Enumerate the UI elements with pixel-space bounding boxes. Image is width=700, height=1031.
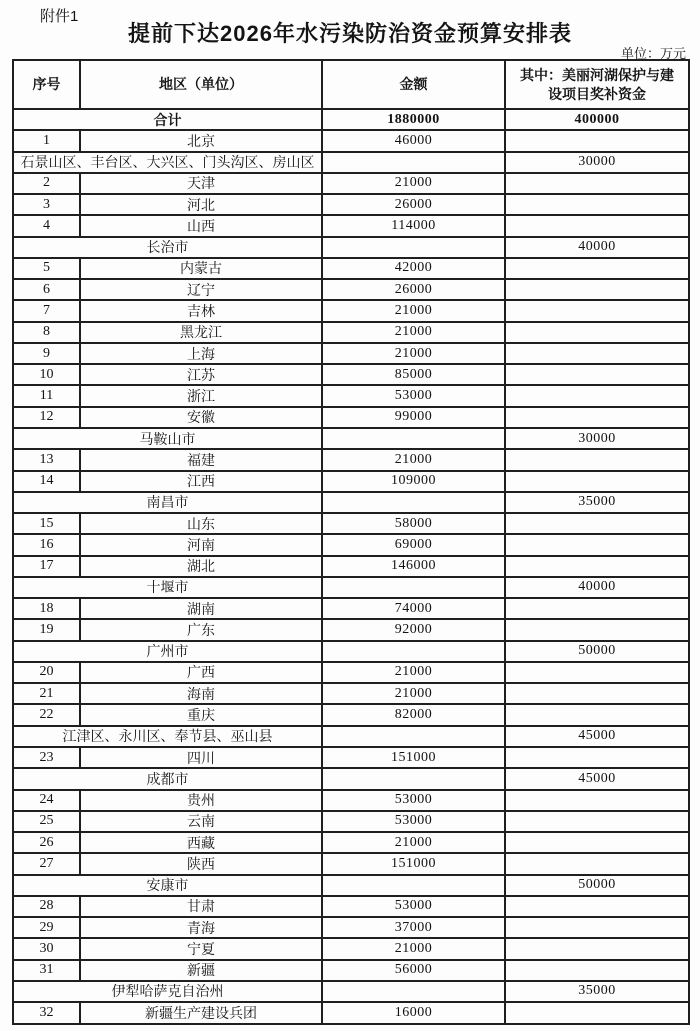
region-cell: 长治市 [13, 237, 322, 258]
region-cell: 湖北 [80, 556, 322, 577]
province-row [13, 194, 689, 215]
amount-cell: 26000 [322, 279, 505, 300]
amount-cell [322, 726, 505, 747]
amount-cell: 21000 [322, 662, 505, 683]
amount-cell: 82000 [322, 704, 505, 725]
region-cell: 福建 [80, 449, 322, 470]
province-row [13, 258, 689, 279]
amount-cell [322, 641, 505, 662]
special-cell: 40000 [505, 577, 689, 598]
province-row [13, 385, 689, 406]
serial-cell: 17 [13, 556, 80, 577]
serial-cell: 27 [13, 853, 80, 874]
amount-cell: 151000 [322, 747, 505, 768]
region-cell: 河南 [80, 534, 322, 555]
special-cell [505, 173, 689, 194]
province-row [13, 215, 689, 236]
region-cell: 广西 [80, 662, 322, 683]
special-cell [505, 853, 689, 874]
province-row [13, 853, 689, 874]
region-cell: 甘肃 [80, 896, 322, 917]
special-cell [505, 938, 689, 959]
province-row [13, 811, 689, 832]
region-cell: 天津 [80, 173, 322, 194]
special-cell [505, 534, 689, 555]
sub-region-row [13, 428, 689, 449]
province-row [13, 279, 689, 300]
province-row [13, 662, 689, 683]
amount-cell: 53000 [322, 896, 505, 917]
total-row [13, 109, 689, 130]
region-cell: 浙江 [80, 385, 322, 406]
col-header-serial: 序号 [13, 60, 80, 109]
region-cell: 贵州 [80, 790, 322, 811]
province-row [13, 322, 689, 343]
amount-cell: 109000 [322, 471, 505, 492]
serial-cell: 28 [13, 896, 80, 917]
amount-cell: 53000 [322, 790, 505, 811]
serial-cell: 21 [13, 683, 80, 704]
region-cell: 青海 [80, 917, 322, 938]
serial-cell: 16 [13, 534, 80, 555]
col-header-amount: 金额 [322, 60, 505, 109]
special-cell [505, 619, 689, 640]
table-body [13, 109, 689, 1024]
special-cell [505, 343, 689, 364]
region-cell: 成都市 [13, 768, 322, 789]
amount-cell [322, 152, 505, 173]
special-cell [505, 385, 689, 406]
province-row [13, 364, 689, 385]
special-cell: 45000 [505, 768, 689, 789]
serial-cell: 10 [13, 364, 80, 385]
amount-cell: 114000 [322, 215, 505, 236]
serial-cell: 7 [13, 300, 80, 321]
province-row [13, 896, 689, 917]
region-cell: 伊犁哈萨克自治州 [13, 981, 322, 1002]
serial-cell: 32 [13, 1002, 80, 1024]
province-row [13, 917, 689, 938]
region-cell: 南昌市 [13, 492, 322, 513]
region-cell: 海南 [80, 683, 322, 704]
special-cell [505, 300, 689, 321]
special-cell: 35000 [505, 981, 689, 1002]
amount-cell [322, 492, 505, 513]
region-cell: 山东 [80, 513, 322, 534]
amount-cell: 69000 [322, 534, 505, 555]
special-cell [505, 322, 689, 343]
special-cell: 50000 [505, 875, 689, 896]
special-cell [505, 279, 689, 300]
region-cell: 湖南 [80, 598, 322, 619]
region-cell: 江西 [80, 471, 322, 492]
serial-cell: 31 [13, 960, 80, 981]
special-cell: 35000 [505, 492, 689, 513]
special-cell [505, 896, 689, 917]
province-row [13, 598, 689, 619]
region-cell: 西藏 [80, 832, 322, 853]
region-cell: 宁夏 [80, 938, 322, 959]
region-cell: 安康市 [13, 875, 322, 896]
total-label-cell: 合计 [13, 109, 322, 130]
amount-cell: 21000 [322, 322, 505, 343]
sub-region-row [13, 577, 689, 598]
serial-cell: 26 [13, 832, 80, 853]
province-row [13, 938, 689, 959]
special-cell [505, 747, 689, 768]
serial-cell: 22 [13, 704, 80, 725]
amount-cell: 151000 [322, 853, 505, 874]
region-cell: 吉林 [80, 300, 322, 321]
total-special-cell: 400000 [505, 109, 689, 130]
header-row [13, 60, 689, 109]
region-cell: 江苏 [80, 364, 322, 385]
province-row [13, 1002, 689, 1024]
special-cell [505, 790, 689, 811]
special-cell: 50000 [505, 641, 689, 662]
amount-cell [322, 875, 505, 896]
province-row [13, 343, 689, 364]
special-cell [505, 513, 689, 534]
amount-cell [322, 428, 505, 449]
region-cell: 四川 [80, 747, 322, 768]
special-cell: 30000 [505, 428, 689, 449]
region-cell: 江津区、永川区、奉节县、巫山县 [13, 726, 322, 747]
sub-region-row [13, 875, 689, 896]
province-row [13, 747, 689, 768]
amount-cell: 99000 [322, 407, 505, 428]
sub-region-row [13, 152, 689, 173]
amount-cell [322, 981, 505, 1002]
region-cell: 陕西 [80, 853, 322, 874]
region-cell: 马鞍山市 [13, 428, 322, 449]
region-cell: 北京 [80, 130, 322, 151]
special-cell [505, 832, 689, 853]
special-cell [505, 194, 689, 215]
special-cell [505, 364, 689, 385]
amount-cell: 26000 [322, 194, 505, 215]
serial-cell: 5 [13, 258, 80, 279]
serial-cell: 30 [13, 938, 80, 959]
special-cell [505, 704, 689, 725]
region-cell: 黑龙江 [80, 322, 322, 343]
serial-cell: 11 [13, 385, 80, 406]
amount-cell: 58000 [322, 513, 505, 534]
special-cell [505, 662, 689, 683]
province-row [13, 556, 689, 577]
region-cell: 广东 [80, 619, 322, 640]
region-cell: 新疆 [80, 960, 322, 981]
amount-cell: 21000 [322, 938, 505, 959]
serial-cell: 24 [13, 790, 80, 811]
amount-cell: 42000 [322, 258, 505, 279]
serial-cell: 1 [13, 130, 80, 151]
special-cell: 45000 [505, 726, 689, 747]
special-cell [505, 917, 689, 938]
sub-region-row [13, 768, 689, 789]
amount-cell: 74000 [322, 598, 505, 619]
region-cell: 石景山区、丰台区、大兴区、门头沟区、房山区 [13, 152, 322, 173]
special-cell [505, 683, 689, 704]
serial-cell: 13 [13, 449, 80, 470]
sub-region-row [13, 641, 689, 662]
province-row [13, 704, 689, 725]
region-cell: 山西 [80, 215, 322, 236]
special-cell [505, 215, 689, 236]
province-row [13, 407, 689, 428]
special-cell: 40000 [505, 237, 689, 258]
serial-cell: 9 [13, 343, 80, 364]
province-row [13, 790, 689, 811]
serial-cell: 29 [13, 917, 80, 938]
serial-cell: 12 [13, 407, 80, 428]
region-cell: 辽宁 [80, 279, 322, 300]
amount-cell [322, 237, 505, 258]
sub-region-row [13, 237, 689, 258]
serial-cell: 8 [13, 322, 80, 343]
province-row [13, 449, 689, 470]
amount-cell: 21000 [322, 683, 505, 704]
region-cell: 内蒙古 [80, 258, 322, 279]
unit-note: 单位：万元 [620, 46, 686, 61]
province-row [13, 471, 689, 492]
province-row [13, 832, 689, 853]
amount-cell: 56000 [322, 960, 505, 981]
serial-cell: 4 [13, 215, 80, 236]
region-cell: 安徽 [80, 407, 322, 428]
col-header-special-fund: 其中：美丽河湖保护与建设项目奖补资金 [505, 60, 689, 109]
amount-cell [322, 577, 505, 598]
amount-cell: 146000 [322, 556, 505, 577]
region-cell: 河北 [80, 194, 322, 215]
region-cell: 十堰市 [13, 577, 322, 598]
province-row [13, 534, 689, 555]
amount-cell: 21000 [322, 300, 505, 321]
special-cell [505, 960, 689, 981]
amount-cell: 21000 [322, 343, 505, 364]
amount-cell [322, 768, 505, 789]
amount-cell: 53000 [322, 385, 505, 406]
region-cell: 新疆生产建设兵团 [80, 1002, 322, 1024]
province-row [13, 960, 689, 981]
col-header-region: 地区（单位） [80, 60, 322, 109]
province-row [13, 173, 689, 194]
sub-region-row [13, 981, 689, 1002]
serial-cell: 3 [13, 194, 80, 215]
sub-region-row [13, 492, 689, 513]
region-cell: 云南 [80, 811, 322, 832]
special-cell [505, 407, 689, 428]
amount-cell: 37000 [322, 917, 505, 938]
province-row [13, 513, 689, 534]
amount-cell: 21000 [322, 449, 505, 470]
province-row [13, 619, 689, 640]
province-row [13, 130, 689, 151]
special-cell: 30000 [505, 152, 689, 173]
special-cell [505, 598, 689, 619]
serial-cell: 23 [13, 747, 80, 768]
region-cell: 广州市 [13, 641, 322, 662]
amount-cell: 85000 [322, 364, 505, 385]
special-cell [505, 471, 689, 492]
amount-cell: 16000 [322, 1002, 505, 1024]
special-cell [505, 556, 689, 577]
amount-cell: 53000 [322, 811, 505, 832]
special-cell [505, 1002, 689, 1024]
serial-cell: 6 [13, 279, 80, 300]
region-cell: 上海 [80, 343, 322, 364]
page-title: 提前下达2026年水污染防治资金预算安排表 [128, 21, 572, 46]
serial-cell: 25 [13, 811, 80, 832]
special-cell [505, 811, 689, 832]
amount-cell: 46000 [322, 130, 505, 151]
total-amount-cell: 1880000 [322, 109, 505, 130]
budget-table [12, 59, 690, 1025]
serial-cell: 2 [13, 173, 80, 194]
serial-cell: 20 [13, 662, 80, 683]
amount-cell: 21000 [322, 173, 505, 194]
sub-region-row [13, 726, 689, 747]
special-cell [505, 258, 689, 279]
special-cell [505, 449, 689, 470]
serial-cell: 15 [13, 513, 80, 534]
serial-cell: 19 [13, 619, 80, 640]
region-cell: 重庆 [80, 704, 322, 725]
province-row [13, 300, 689, 321]
province-row [13, 683, 689, 704]
amount-cell: 92000 [322, 619, 505, 640]
special-cell [505, 130, 689, 151]
attachment-label: 附件1 [40, 8, 79, 25]
serial-cell: 18 [13, 598, 80, 619]
amount-cell: 21000 [322, 832, 505, 853]
serial-cell: 14 [13, 471, 80, 492]
